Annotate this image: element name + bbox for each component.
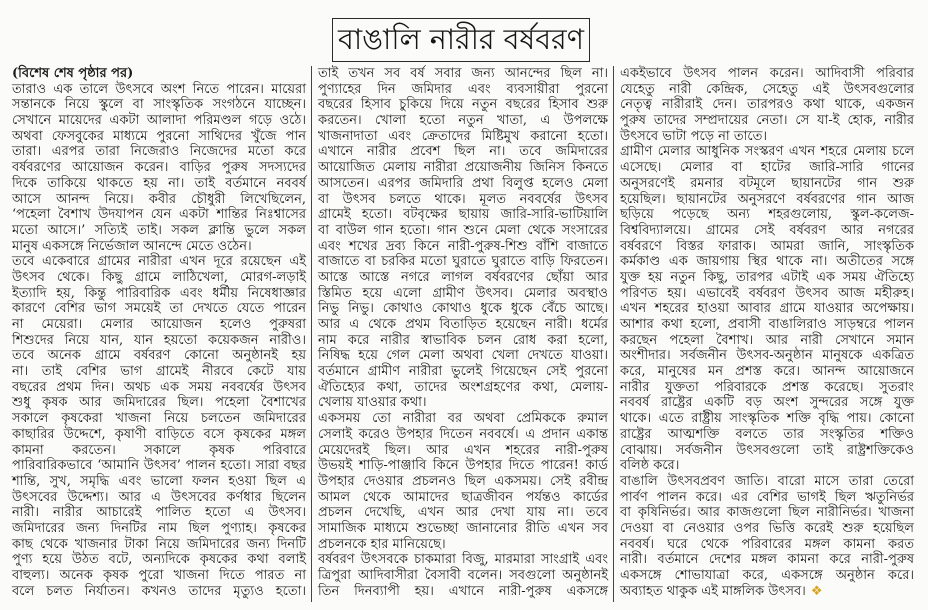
text-line [318,144,608,160]
text-line-content: খেলায় যাওয়ার কথা। [318,395,427,411]
text-line [318,113,608,129]
text-line [620,474,914,490]
text-line [12,443,306,459]
text-line [318,129,608,145]
text-line-content: করছেন পহেলা বৈশাখ। আর নারী সেখানে সমান [620,332,914,348]
text-line-content: বাঙালি উৎসবপ্রবণ জাতি। বারো মাসে তারা তেরো [620,473,914,489]
paragraph [12,254,306,599]
text-line-content: খাজনাদাতা এবং ক্রেতাদের মিষ্টিমুখ করানো হতো। [318,128,608,144]
text-line [620,160,914,176]
text-line-content: একসময় তো নারীরা বর অথবা প্রেমিককে রুমাল [318,411,608,427]
text-line-content: পুরুষ তাদের সম্প্রদায়ের নেতা। সে যা-ই হোক, নারীর [620,113,914,129]
text-line [318,286,608,302]
text-line [12,239,306,255]
text-line-content: মানুষ একসঙ্গে নির্ভেজাল আনন্দে মেতে ওঠেন। [12,238,252,254]
text-line [318,160,608,176]
text-line [620,552,914,568]
text-line [620,192,914,208]
text-line [318,537,608,553]
article-column-3 [620,66,914,599]
text-line-content: বর্ষবরণ উৎসবকে চাকমারা বিজু, মারমারা সাংগ্রাই এবং [318,552,608,568]
text-line [12,207,306,223]
text-line [620,521,914,537]
text-line-content: না। তাই বেশির ভাগ গ্রামেই নীরবে কেটে যায় [12,364,306,380]
text-line-content: ঐতিহ্যের কথা, তাদের অংশগ্রহণের কথা, মেলায়- [318,379,608,395]
text-line [620,505,914,521]
text-line [620,537,914,553]
text-line [12,411,306,427]
text-line [620,129,914,145]
text-line-content: কাছারির উদ্দেশে, কৃষাণী বাড়িতে বসে কৃষকের মঙ্গল [12,426,306,442]
text-line-content: অনুসরণেই রমনার বটমূলে ছায়ানটের গান শুরু [620,175,914,191]
column-divider [613,66,614,602]
text-line [318,66,608,82]
paragraph [318,411,608,552]
article-title-box [332,18,590,62]
text-line-content: উৎসবের উদ্দেশ্য। আর এ উৎসবের কর্ণধার ছিলেন [12,489,306,505]
text-line-content: তাই তখন সব বর্ষ সবার জন্য আনন্দের ছিল না। [318,66,608,81]
text-line [12,474,306,490]
text-line-content: থাকে। এতে রাষ্ট্রীয় সাংস্কৃতিক শক্তি বৃদ্ধি পায়। কোনো [620,411,914,427]
paragraph [318,66,608,411]
text-line [12,427,306,443]
text-line [620,458,914,474]
text-line [318,97,608,113]
text-line-content: আসতেন। এরপর জমিদারি প্রথা বিলুপ্ত হলেও মেলা [318,175,608,191]
text-line-content: বিশ্ববিদ্যালয়ে। গ্রামের সেই বর্ষবরণ আর নগরের [620,222,914,238]
text-line [620,207,914,223]
text-line-content: দেওয়া বা নেওয়ার ওপর ভিত্তি করেই শুরু হয়েছিল [620,520,914,536]
text-line [620,66,914,82]
text-line [12,270,306,286]
text-line [318,458,608,474]
text-line [620,317,914,333]
text-line-content: তিন দিনব্যাপী হয়। এখানে নারী-পুরুষ একসঙ্গে [318,583,608,599]
text-line [318,176,608,192]
text-line [12,129,306,145]
text-line-content: ইত্যাদি হয়, কিন্তু পারিবারিক এবং ধর্মীয় নিষেধাজ্ঞার [12,285,306,301]
text-line-content: আশার কথা হলো, প্রবাসী বাঙালিরাও সাড়ম্বরে পালন [620,317,914,332]
text-line [620,97,914,113]
text-line [620,176,914,192]
text-line-content: নেতৃত্ব নারীরাই দেন। তারপরও কথা থাকে, একজন [620,97,914,113]
text-line-content: রাষ্ট্রের আত্মশক্তি বলতে তার সংস্কৃতির শক্তিও [620,426,914,442]
text-line-content: আর এ থেকে প্রথম বিতাড়িত হয়েছেন নারী। ধর্মের [318,317,608,332]
text-line [620,270,914,286]
text-line-content: কাছ থেকে খাজনার টাকা নিয়ে জমিদারের জন্য দিনটি [12,536,306,552]
text-line-content: করতেন। খোলা হতো নতুন খাতা, এ উপলক্ষে [318,113,608,129]
text-line [620,286,914,302]
text-line [318,443,608,459]
text-line [318,317,608,333]
text-line-content: উপহার দেওয়ার প্রচলনও ছিল একসময়। সেই রবীন্দ্র [318,473,608,489]
text-line [12,160,306,176]
text-line-content: বা কৃষিনির্ভর। আর কাজগুলো ছিল নারীনির্ভর। খাজনা [620,505,914,521]
text-line [12,286,306,302]
text-line-content: এবং শখের দ্রব্য কিনে নারী-পুরুষ-শিশু বাঁশি বাজাতে [318,238,608,254]
text-line [12,144,306,160]
text-line-content: বছরের প্রথম দিন। অথচ এক সময় নববর্ষের উৎসব [12,379,306,395]
text-line [318,505,608,521]
text-line-content: দিকে তাকিয়ে থাকতে হয় না। তাই বর্তমানে নববর্ষ [12,175,306,191]
text-line-content: তবে একেবারে গ্রামের নারীরা এখন দূরে রয়েছেন এই [12,254,306,270]
continuation-note [12,66,306,82]
text-line [620,239,914,255]
text-line [620,364,914,380]
paragraph [12,82,306,255]
text-line-content: বা উৎসব চলতে থাকে। মূলত নববর্ষের উৎসব [318,191,608,207]
text-line-content: নাম করে নারীর স্বাভাবিক চলন রোধ করা হলো, [318,332,608,348]
text-line [318,584,608,600]
text-line-content: উৎসব থেকে। কিছু গ্রামে লাঠিখেলা, মোরগ-লড়াই [12,269,306,285]
text-line-content: এসেছে। মেলার বা হাটের জারি-সারি গানের [620,160,914,176]
text-line [318,474,608,490]
text-line-content: প্রচলনকে হার মানিয়েছে। [318,536,446,552]
text-line [620,568,914,584]
article-column-1 [12,66,306,599]
text-line-content: কামনা করতেন। সকালে কৃষক পরিবারে [12,442,306,458]
text-line-content: নারী। বর্তমানে দেশের মঙ্গল কামনা করে নারী-পুরুষ [620,552,914,568]
text-line-content: জমিদারের জন্য দিনটির নাম ছিল পুণ্যাহ। কৃষকের [12,520,306,536]
text-line [620,223,914,239]
text-line-content: ‘পহেলা বৈশাখ উদযাপন যেন একটা শান্তির নিঃশ্বাসের [12,207,306,223]
text-line [12,364,306,380]
text-line-content: করে, মানুষের মন প্রশস্ত করে। আনন্দ আয়োজনে [620,364,914,380]
text-line [318,82,608,98]
text-line [12,490,306,506]
text-line [318,395,608,411]
text-line [12,521,306,537]
text-line [318,270,608,286]
text-line-content: শুধু কৃষক আর জমিদারের ছিল। পহেলা বৈশাখের [12,395,306,411]
text-line [620,113,914,129]
text-line [12,552,306,568]
text-line-content: মেয়েদেরই ছিল। আর এখন শহরের নারী-পুরুষ [318,442,608,458]
text-line-content: পুণ্যাহের দিন জমিদার এবং ব্যবসায়ীরা পুরনো [318,81,608,97]
text-line [318,192,608,208]
text-line-content: নববর্ষ রাষ্ট্রের একটি বড় অংশ সুন্দরের সঙ্গে যুক্ত [620,395,914,411]
text-line [12,113,306,129]
text-line-content: যেহেতু নারী কেন্দ্রিক, সেহেতু এই উৎসবগুলোর [620,81,914,97]
text-line-content: বলিষ্ঠ করে। [620,458,680,474]
text-line-content: না মেয়েরা। মেলার আয়োজন হলেও পুরুষরা [12,317,306,332]
text-line-content: পুণ্য হয়ে উঠত বটে, অন্যদিকে কৃষকের কথা বলাই [12,552,306,568]
text-line [620,395,914,411]
text-line [12,380,306,396]
text-line [12,568,306,584]
text-line [12,176,306,192]
text-line-content: গ্রামীণ মেলার আধুনিক সংস্করণ এখন শহরে মেলায় চলে [620,144,914,160]
text-line-content: বাজাতে বা চরকির মতো ঘুরাতে ঘুরাতে বাড়ি ফিরতেন। [318,254,608,270]
text-line [12,458,306,474]
text-line [318,552,608,568]
text-line-content: উৎসবে ভাটা পড়ে না তাতে। [620,128,767,144]
text-line-content: নববর্ষ। ঘরে থেকে পরিবারের মঙ্গল কামনা করত [620,536,914,552]
text-line [12,333,306,349]
text-line [12,537,306,553]
text-line [318,348,608,364]
paragraph [318,552,608,599]
text-line [12,192,306,208]
article-title: বাঙালি নারীর বর্ষবরণ [338,23,584,56]
text-line [318,333,608,349]
text-line-content: আসে আনন্দ নিয়ে। কবীর চৌধুরী লিখেছিলেন, [12,191,306,207]
text-line [318,521,608,537]
text-line-content: আস্তে আস্তে নগরে লাগল বর্ষবরণের ছোঁয়া আর [318,269,608,285]
text-line-content: তারা। এরপর তারা নিজেরাও নিজেদের মতো করে [12,144,306,160]
text-line [318,254,608,270]
paragraph [620,144,914,473]
text-line-content: নিভু নিভু। কোথাও কোথাও ধুকে ধুকে বেঁচে আছে। [318,301,608,317]
text-line-content: বর্ষবরণে বিস্তর ফারাক। আমরা জানি, সাংস্কৃতিক [620,238,914,254]
text-line-content: পরিণত হয়। এভাবেই বর্ষবরণ উৎসব আজ মহীরুহ। [620,285,914,301]
text-line-content: বোঝায়। সর্বজনীন উৎসবগুলো তাই রাষ্ট্রশক্তিকেও [620,442,914,458]
text-line [318,380,608,396]
text-line-content: এখানে নারীর প্রবেশ ছিল না। তবে জমিদারের [318,144,608,160]
text-line-content: সকালে কৃষকেরা খাজনা নিয়ে চলতেন জমিদারের [12,411,306,427]
text-line [318,301,608,317]
text-line [620,82,914,98]
text-line [12,301,306,317]
text-line-content: বলে চলত নির্যাতন। কখনও তাদের মৃত্যুও হতো। [12,583,306,599]
text-line-content: যুক্ত হয় নতুন কিছু, তারপর এটাই এক সময় ঐতিহ্যে [620,269,914,285]
text-line-content: নারীর যুক্ততা পরিবারকে প্রশস্ত করেছে। সুতরাং [620,379,914,395]
text-line [12,223,306,239]
text-line [318,490,608,506]
text-line [12,505,306,521]
text-line [620,301,914,317]
text-line [318,207,608,223]
text-line [12,254,306,270]
text-line [318,239,608,255]
text-line-content: সন্তানকে নিয়ে স্কুলে বা সাংস্কৃতিক সংগঠনে যাচ্ছেন। [12,97,306,113]
text-line-content: নিষিদ্ধ হয়ে গেল মেলা অথবা খেলা দেখতে যাওয়া। [318,348,608,364]
text-line-content: তবে অনেক গ্রামে বর্ষবরণ কোনো অনুষ্ঠানই হয় [12,348,306,364]
text-line-content: এখন শহরের হাওয়া আবার গ্রামে যাওয়ার অপেক্ষায়। [620,301,914,317]
text-line [620,490,914,506]
text-line-content: স্তিমিত হয়ে এলো গ্রামীণ উৎসব। মেলার অবস্থাও [318,285,608,301]
text-line [12,395,306,411]
text-line-content: একইভাবে উৎসব পালন করেন। আদিবাসী পরিবার [620,66,914,81]
text-line-content: ছড়িয়ে পড়েছে অন্য শহরগুলোয়, স্কুল-কলেজ- [620,207,914,223]
text-line [318,411,608,427]
text-line-content: বা বাউল গান হতো। গান শুনে মেলা থেকে সংসারের [318,222,608,238]
text-line-content: অথবা ফেসবুকের মাধ্যমে পুরনো সাথিদের খুঁজে পান [12,128,306,144]
text-line [620,427,914,443]
text-line-content: বর্তমানে গ্রামীণ নারীরা ভুলেই গিয়েছেন সেই পুরনো [318,364,608,380]
text-line-content: একসঙ্গে শোভাযাত্রা করে, একসঙ্গে অনুষ্ঠান করে। [620,568,914,583]
text-line-content: ত্রিপুরা আদিবাসীরা বৈসাবী বলেন। সবগুলো অনুষ্ঠানই [318,568,608,583]
text-line [318,427,608,443]
text-line-content: নারী। নারীর আচারেই পালিত হতো এ উৎসব। [12,505,306,521]
text-line-content: কর্মকাণ্ড এক জায়গায় স্থির থাকে না। অতীতের সঙ্গে [620,254,914,270]
text-line-content: সামাজিক মাধ্যমে শুভেচ্ছা জানানোর রীতি এখন সব [318,520,608,536]
text-line [12,97,306,113]
text-line-content: বাহুল্য। অনেক কৃষক পুরো খাজনা দিতে পারত না [12,568,306,583]
text-line [12,584,306,600]
text-line-content: কারণে বেশির ভাগ সময়েই তা দেখতে যেতে পারেন [12,301,306,317]
text-line-content: মতো আসে।’ সত্যিই তাই। সকল ক্লান্তি ভুলে সকল [12,222,306,238]
text-line [620,411,914,427]
text-line [318,364,608,380]
article-column-2 [318,66,608,599]
text-line-content: অংশীদার। সর্বজনীন উৎসব-অনুষ্ঠান মানুষকে একত্রিত [620,348,914,364]
text-line [620,380,914,396]
text-line [12,317,306,333]
paragraph [620,66,914,144]
column-divider [311,66,312,602]
text-line-content: শান্তি, সুখ, সমৃদ্ধি এবং ভালো ফলন হওয়া ছিল এ [12,473,306,489]
text-line [620,348,914,364]
text-line-content: সেলাই করেও উপহার দিতেন নববর্ষে। এ প্রদান একান্ত [318,426,608,442]
continuation-note-text: (বিশেষ শেষ পৃষ্ঠার পর) [12,66,134,81]
text-line [620,584,914,600]
text-line-content: প্রচলন দেখেছি, এখন আর দেখা যায় না। তবে [318,505,608,521]
text-line [620,254,914,270]
text-line-content: পারিবারিকভাবে ‘আমানি উৎসব’ পালন হতো। সারা বছর [12,458,306,474]
text-line-content: আয়োজিত মেলায় নারীরা প্রয়োজনীয় জিনিস কিনতে [318,160,608,176]
text-line-content: উভয়ই শাড়ি-পাঞ্জাবি কিনে উপহার দিতে পারেন! কার্ড [318,458,608,474]
end-ornament-icon: ❖ [810,583,823,599]
text-line-content: বছরের হিসাব চুকিয়ে দিয়ে নতুন বছরের হিসাব শুরু [318,97,608,113]
text-line-content: তারাও এক তালে উৎসবে অংশ নিতে পারেন। মায়েরা [12,81,306,97]
text-line-content: বর্ষবরণের আয়োজন করেন। বাড়ির পুরুষ সদস্যদের [12,160,306,176]
text-line-content: গ্রামেই হতো। বটবৃক্ষের ছায়ায় জারি-সারি-ভাটিয়ালি [318,207,608,223]
text-line-content: অব্যাহত থাকুক এই মাঙ্গলিক উৎসব। [620,583,806,599]
text-line-content: শিশুদের নিয়ে যান, যান হয়তো কয়েকজন নারীও। [12,332,306,348]
text-line-content: আমল থেকে আমাদের ছাত্রজীবন পর্যন্তও কার্ডের [318,489,608,505]
text-line [620,443,914,459]
text-line [620,144,914,160]
text-line-content: পার্বণ পালন করে। এর বেশির ভাগই ছিল ঋতুনির্ভর [620,489,914,505]
paragraph [620,474,914,600]
text-line-content: হয়েছিল। ছায়ানটের অনুসরণে বর্ষবরণের গান আজ [620,191,914,207]
text-line [318,568,608,584]
text-line [620,333,914,349]
text-line-content: সেখানে মায়েদের একটা আলাদা পরিমণ্ডল গড়ে ওঠে। [12,113,306,129]
text-line [12,82,306,98]
text-line [12,348,306,364]
text-line [318,223,608,239]
